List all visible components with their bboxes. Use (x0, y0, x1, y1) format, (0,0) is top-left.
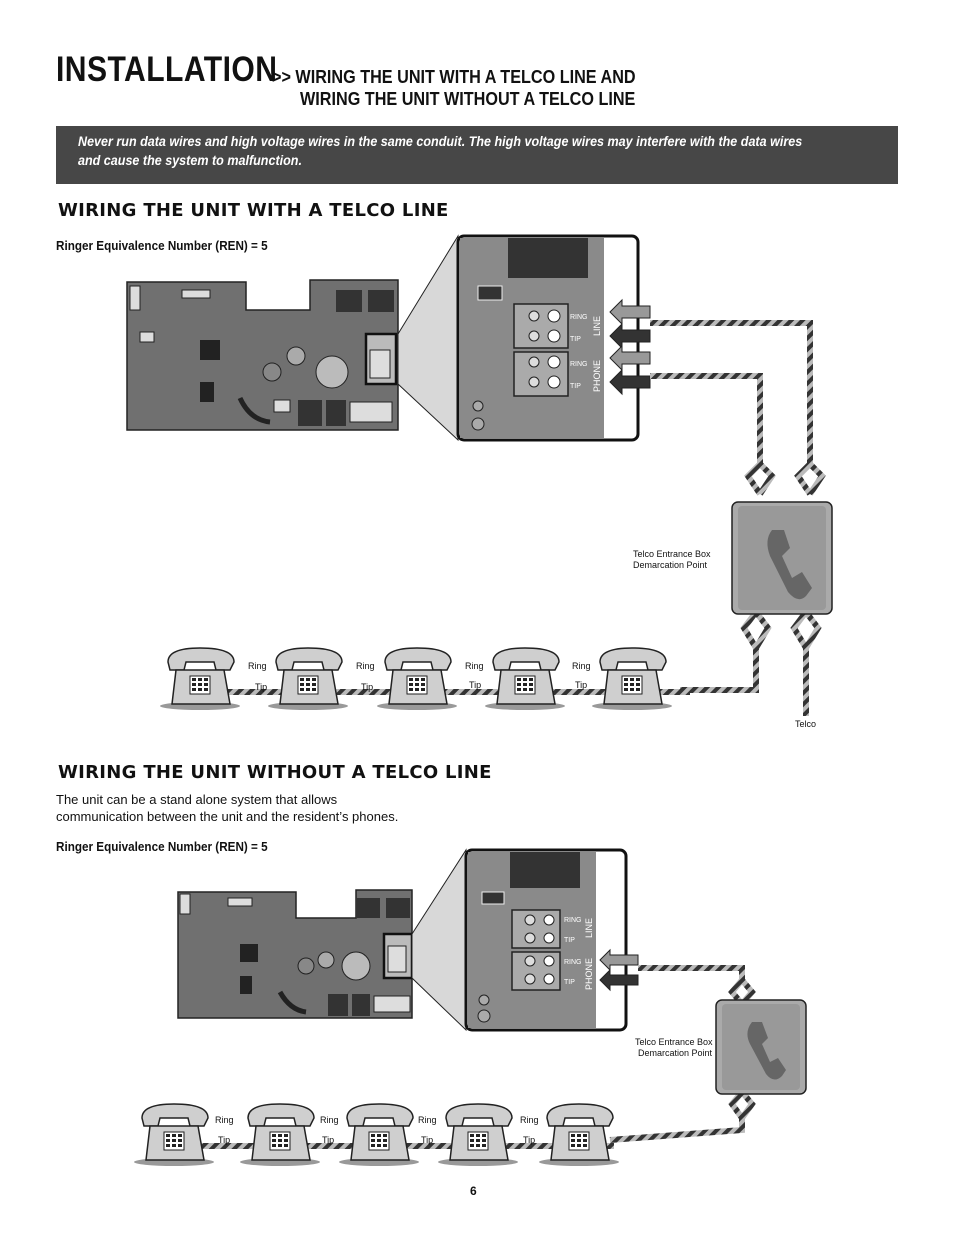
phone-icon (485, 648, 565, 710)
s2-box-label-1: Telco Entrance Box (635, 1037, 713, 1047)
s2-tip-label: Tip (421, 1135, 434, 1145)
section1-heading: WIRING THE UNIT WITH A TELCO LINE (58, 200, 449, 221)
s2-ring-label: Ring (520, 1115, 539, 1125)
s1-telco-label: Telco (795, 719, 817, 729)
s1-ring-label: Ring (572, 661, 591, 671)
phone-icon (240, 1104, 320, 1166)
s1-tip-label: Tip (575, 680, 588, 690)
s1-term-tip1: TIP (570, 336, 581, 343)
circuit-board-1 (127, 280, 398, 430)
section1-ren: Ringer Equivalence Number (REN) = 5 (56, 238, 268, 253)
terminal-zoom-panel-2 (466, 850, 626, 1030)
s1-tip-label: Tip (361, 682, 374, 692)
phone-icon (438, 1104, 518, 1166)
s1-term-ring2: RING (570, 361, 588, 368)
page-title: INSTALLATION (56, 50, 278, 89)
page-subtitle-line1: >> WIRING THE UNIT WITH A TELCO LINE AND (272, 67, 636, 87)
section2-desc-line1: The unit can be a stand alone system that allows (56, 792, 338, 807)
section2-desc-line2: communication between the unit and the resident’s phones. (56, 809, 399, 824)
s1-term-ring1: RING (570, 314, 588, 321)
telco-entrance-box-2 (716, 1000, 806, 1094)
warning-line-2: and cause the system to malfunction. (78, 153, 302, 168)
section2-heading: WIRING THE UNIT WITHOUT A TELCO LINE (58, 762, 492, 783)
s2-box-label-2: Demarcation Point (638, 1048, 713, 1058)
phone-icon (592, 648, 672, 710)
s1-ring-label: Ring (356, 661, 375, 671)
s1-ring-label: Ring (248, 661, 267, 671)
s1-box-label-1: Telco Entrance Box (633, 549, 711, 559)
page-number: 6 (470, 1184, 477, 1198)
s2-term-line: LINE (584, 917, 594, 938)
s1-tip-label: Tip (469, 680, 482, 690)
s2-tip-label: Tip (218, 1135, 231, 1145)
s2-term-ring2: RING (564, 959, 582, 966)
telco-entrance-box-1 (732, 502, 832, 614)
phone-icon (268, 648, 348, 710)
circuit-board-2 (178, 890, 412, 1018)
page-subtitle-line2: WIRING THE UNIT WITHOUT A TELCO LINE (300, 89, 636, 109)
phone-icon (134, 1104, 214, 1166)
s1-ring-label: Ring (465, 661, 484, 671)
s1-term-tip2: TIP (570, 383, 581, 390)
s1-term-phone: PHONE (592, 359, 602, 392)
s2-term-ring1: RING (564, 917, 582, 924)
s2-ring-label: Ring (215, 1115, 234, 1125)
phone-icon (539, 1104, 619, 1166)
s2-ring-label: Ring (418, 1115, 437, 1125)
s1-tip-label: Tip (255, 682, 268, 692)
s1-term-line: LINE (592, 315, 602, 336)
s2-ring-label: Ring (320, 1115, 339, 1125)
warning-line-1: Never run data wires and high voltage wires in the same conduit. The high voltage wires may interfere with the data wires (78, 134, 803, 149)
s2-term-tip2: TIP (564, 979, 575, 986)
s2-tip-label: Tip (322, 1135, 335, 1145)
section2-ren: Ringer Equivalence Number (REN) = 5 (56, 839, 268, 854)
phone-icon (377, 648, 457, 710)
phone-icon (160, 648, 240, 710)
s1-box-label-2: Demarcation Point (633, 560, 708, 570)
terminal-zoom-panel-1 (458, 236, 638, 440)
s2-tip-label: Tip (523, 1135, 536, 1145)
phone-icon (339, 1104, 419, 1166)
s2-term-phone: PHONE (584, 957, 594, 990)
s2-term-tip1: TIP (564, 937, 575, 944)
